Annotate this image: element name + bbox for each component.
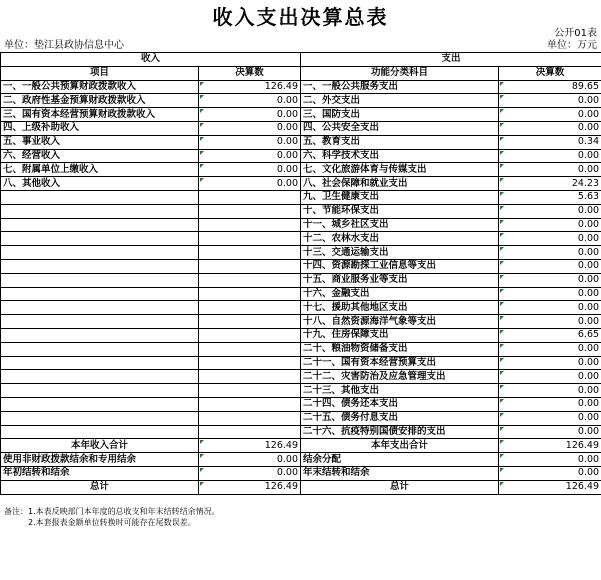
table-row — [1, 108, 601, 122]
empty-cell — [1, 356, 199, 370]
surplus-distribution-value: 0.00 — [499, 453, 601, 467]
empty-cell — [199, 204, 301, 218]
income-item-label: 二、政府性基金预算财政拨款收入 — [1, 94, 199, 108]
ending-balance-value: 0.00 — [499, 466, 601, 480]
income-item-label: 七、附属单位上缴收入 — [1, 163, 199, 177]
expense-item-value: 89.65 — [499, 80, 601, 94]
empty-cell — [199, 397, 301, 411]
surplus-distribution-label: 结余分配 — [301, 453, 499, 467]
reporting-unit: 单位：垫江县政协信息中心 — [4, 40, 124, 51]
table-row — [1, 190, 601, 204]
empty-cell — [1, 232, 199, 246]
expense-item-value: 0.00 — [499, 259, 601, 273]
empty-cell — [1, 273, 199, 287]
income-item-value: 126.49 — [199, 80, 301, 94]
expense-item-value: 0.00 — [499, 384, 601, 398]
table-row — [1, 94, 601, 108]
table-row — [1, 301, 601, 315]
grand-total-right-value: 126.49 — [499, 480, 601, 494]
expense-item-label: 二十三、其他支出 — [301, 384, 499, 398]
table-row — [1, 370, 601, 384]
expense-item-label: 十九、住房保障支出 — [301, 328, 499, 342]
expense-item-label: 二、外交支出 — [301, 94, 499, 108]
empty-cell — [1, 259, 199, 273]
income-item-value: 0.00 — [199, 135, 301, 149]
empty-cell — [1, 384, 199, 398]
note-2: 2.本套报表金额单位转换时可能存在尾数误差。 — [28, 518, 196, 527]
expense-item-label: 二十、粮油物资储备支出 — [301, 342, 499, 356]
grand-total-right-label: 总计 — [301, 480, 499, 494]
table-row — [1, 342, 601, 356]
table-row — [1, 328, 601, 342]
header-row-columns — [1, 66, 601, 80]
nonfiscal-surplus-label: 使用非财政拨款结余和专用结余 — [1, 453, 199, 467]
amount2-column-header: 决算数 — [499, 66, 601, 80]
function-item-column-header: 功能分类科目 — [301, 66, 499, 80]
expense-item-label: 五、教育支出 — [301, 135, 499, 149]
empty-cell — [199, 328, 301, 342]
expense-item-value: 0.00 — [499, 94, 601, 108]
expense-item-value: 0.00 — [499, 301, 601, 315]
expense-item-value: 0.00 — [499, 397, 601, 411]
expense-item-label: 四、公共安全支出 — [301, 121, 499, 135]
expense-item-label: 十、节能环保支出 — [301, 204, 499, 218]
amount-column-header: 决算数 — [199, 66, 301, 80]
table-row — [1, 204, 601, 218]
expense-item-label: 三、国防支出 — [301, 108, 499, 122]
totals-row — [1, 480, 601, 494]
expense-item-label: 十四、资源勘探工业信息等支出 — [301, 259, 499, 273]
expense-item-value: 0.00 — [499, 411, 601, 425]
expense-item-label: 六、科学技术支出 — [301, 149, 499, 163]
expense-item-value: 0.00 — [499, 287, 601, 301]
table-row — [1, 177, 601, 191]
expense-item-value: 0.00 — [499, 163, 601, 177]
expense-item-value: 0.00 — [499, 342, 601, 356]
expense-item-value: 0.34 — [499, 135, 601, 149]
expense-item-value: 5.63 — [499, 190, 601, 204]
expense-item-label: 二十一、国有资本经营预算支出 — [301, 356, 499, 370]
header-row-sections — [1, 53, 601, 67]
expense-section-header: 支出 — [301, 53, 601, 67]
expense-item-label: 二十二、灾害防治及应急管理支出 — [301, 370, 499, 384]
expense-item-value: 0.00 — [499, 204, 601, 218]
table-row — [1, 315, 601, 329]
page-title: 收入支出决算总表 — [212, 5, 389, 29]
income-section-header: 收入 — [1, 53, 301, 67]
empty-cell — [1, 190, 199, 204]
empty-cell — [1, 328, 199, 342]
empty-cell — [1, 301, 199, 315]
expense-item-value: 0.00 — [499, 425, 601, 439]
income-item-value: 0.00 — [199, 94, 301, 108]
expense-item-label: 八、社会保障和就业支出 — [301, 177, 499, 191]
grand-total-left-label: 总计 — [1, 480, 199, 494]
expense-item-label: 二十五、债务付息支出 — [301, 411, 499, 425]
empty-cell — [199, 315, 301, 329]
totals-row — [1, 466, 601, 480]
expense-item-value: 0.00 — [499, 232, 601, 246]
table-row — [1, 232, 601, 246]
expense-item-value: 0.00 — [499, 246, 601, 260]
empty-cell — [1, 342, 199, 356]
table-row — [1, 411, 601, 425]
empty-cell — [1, 397, 199, 411]
income-item-value: 0.00 — [199, 108, 301, 122]
table-row — [1, 163, 601, 177]
expense-item-label: 七、文化旅游体育与传媒支出 — [301, 163, 499, 177]
expense-item-value: 0.00 — [499, 356, 601, 370]
budget-summary-table — [0, 52, 601, 495]
table-row — [1, 121, 601, 135]
table-row — [1, 356, 601, 370]
expense-item-value: 0.00 — [499, 273, 601, 287]
grand-total-left-value: 126.49 — [199, 480, 301, 494]
expense-total-label: 本年支出合计 — [301, 439, 499, 453]
empty-cell — [199, 342, 301, 356]
beginning-balance-label: 年初结转和结余 — [1, 466, 199, 480]
income-item-value: 0.00 — [199, 177, 301, 191]
totals-row — [1, 453, 601, 467]
expense-item-label: 十八、自然资源海洋气象等支出 — [301, 315, 499, 329]
empty-cell — [199, 232, 301, 246]
empty-cell — [199, 301, 301, 315]
empty-cell — [1, 218, 199, 232]
table-row — [1, 135, 601, 149]
empty-cell — [1, 370, 199, 384]
table-row — [1, 218, 601, 232]
empty-cell — [199, 411, 301, 425]
table-row — [1, 259, 601, 273]
expense-item-label: 十一、城乡社区支出 — [301, 218, 499, 232]
nonfiscal-surplus-value: 0.00 — [199, 453, 301, 467]
income-total-value: 126.49 — [199, 439, 301, 453]
totals-row — [1, 439, 601, 453]
table-row — [1, 273, 601, 287]
income-item-label: 三、国有资本经营预算财政拨款收入 — [1, 108, 199, 122]
expense-total-value: 126.49 — [499, 439, 601, 453]
empty-cell — [199, 287, 301, 301]
expense-item-label: 一、一般公共服务支出 — [301, 80, 499, 94]
income-item-label: 五、事业收入 — [1, 135, 199, 149]
empty-cell — [1, 425, 199, 439]
empty-cell — [199, 370, 301, 384]
income-item-label: 四、上级补助收入 — [1, 121, 199, 135]
expense-item-label: 二十六、抗疫特别国债安排的支出 — [301, 425, 499, 439]
table-row — [1, 246, 601, 260]
empty-cell — [199, 273, 301, 287]
income-item-value: 0.00 — [199, 163, 301, 177]
income-item-label: 八、其他收入 — [1, 177, 199, 191]
item-column-header: 项目 — [1, 66, 199, 80]
empty-cell — [199, 190, 301, 204]
empty-cell — [1, 315, 199, 329]
table-row — [1, 80, 601, 94]
note-1: 备注：1.本表反映部门本年度的总收支和年末结转结余情况。 — [4, 507, 220, 516]
empty-cell — [1, 246, 199, 260]
expense-item-label: 十六、金融支出 — [301, 287, 499, 301]
expense-item-value: 6.65 — [499, 328, 601, 342]
expense-item-value: 0.00 — [499, 315, 601, 329]
expense-item-label: 九、卫生健康支出 — [301, 190, 499, 204]
empty-cell — [199, 425, 301, 439]
income-item-value: 0.00 — [199, 149, 301, 163]
empty-cell — [199, 218, 301, 232]
expense-item-value: 0.00 — [499, 121, 601, 135]
table-row — [1, 287, 601, 301]
form-number: 公开01表 — [554, 28, 597, 39]
expense-item-label: 十三、交通运输支出 — [301, 246, 499, 260]
income-item-label: 一、一般公共预算财政拨款收入 — [1, 80, 199, 94]
expense-item-value: 0.00 — [499, 108, 601, 122]
table-row — [1, 384, 601, 398]
table-row — [1, 149, 601, 163]
income-total-label: 本年收入合计 — [1, 439, 199, 453]
beginning-balance-value: 0.00 — [199, 466, 301, 480]
expense-item-label: 十五、商业服务业等支出 — [301, 273, 499, 287]
empty-cell — [1, 287, 199, 301]
table-row — [1, 397, 601, 411]
empty-cell — [1, 204, 199, 218]
empty-cell — [199, 356, 301, 370]
expense-item-value: 0.00 — [499, 370, 601, 384]
empty-cell — [199, 246, 301, 260]
expense-item-label: 十七、援助其他地区支出 — [301, 301, 499, 315]
currency-unit: 单位：万元 — [547, 40, 597, 51]
expense-item-label: 十二、农林水支出 — [301, 232, 499, 246]
income-item-label: 六、经营收入 — [1, 149, 199, 163]
empty-cell — [199, 259, 301, 273]
table-body — [1, 53, 601, 495]
expense-item-label: 二十四、债务还本支出 — [301, 397, 499, 411]
table-row — [1, 425, 601, 439]
empty-cell — [1, 411, 199, 425]
footnotes — [4, 506, 220, 528]
expense-item-value: 0.00 — [499, 218, 601, 232]
empty-cell — [199, 384, 301, 398]
expense-item-value: 0.00 — [499, 149, 601, 163]
ending-balance-label: 年末结转和结余 — [301, 466, 499, 480]
income-item-value: 0.00 — [199, 121, 301, 135]
expense-item-value: 24.23 — [499, 177, 601, 191]
